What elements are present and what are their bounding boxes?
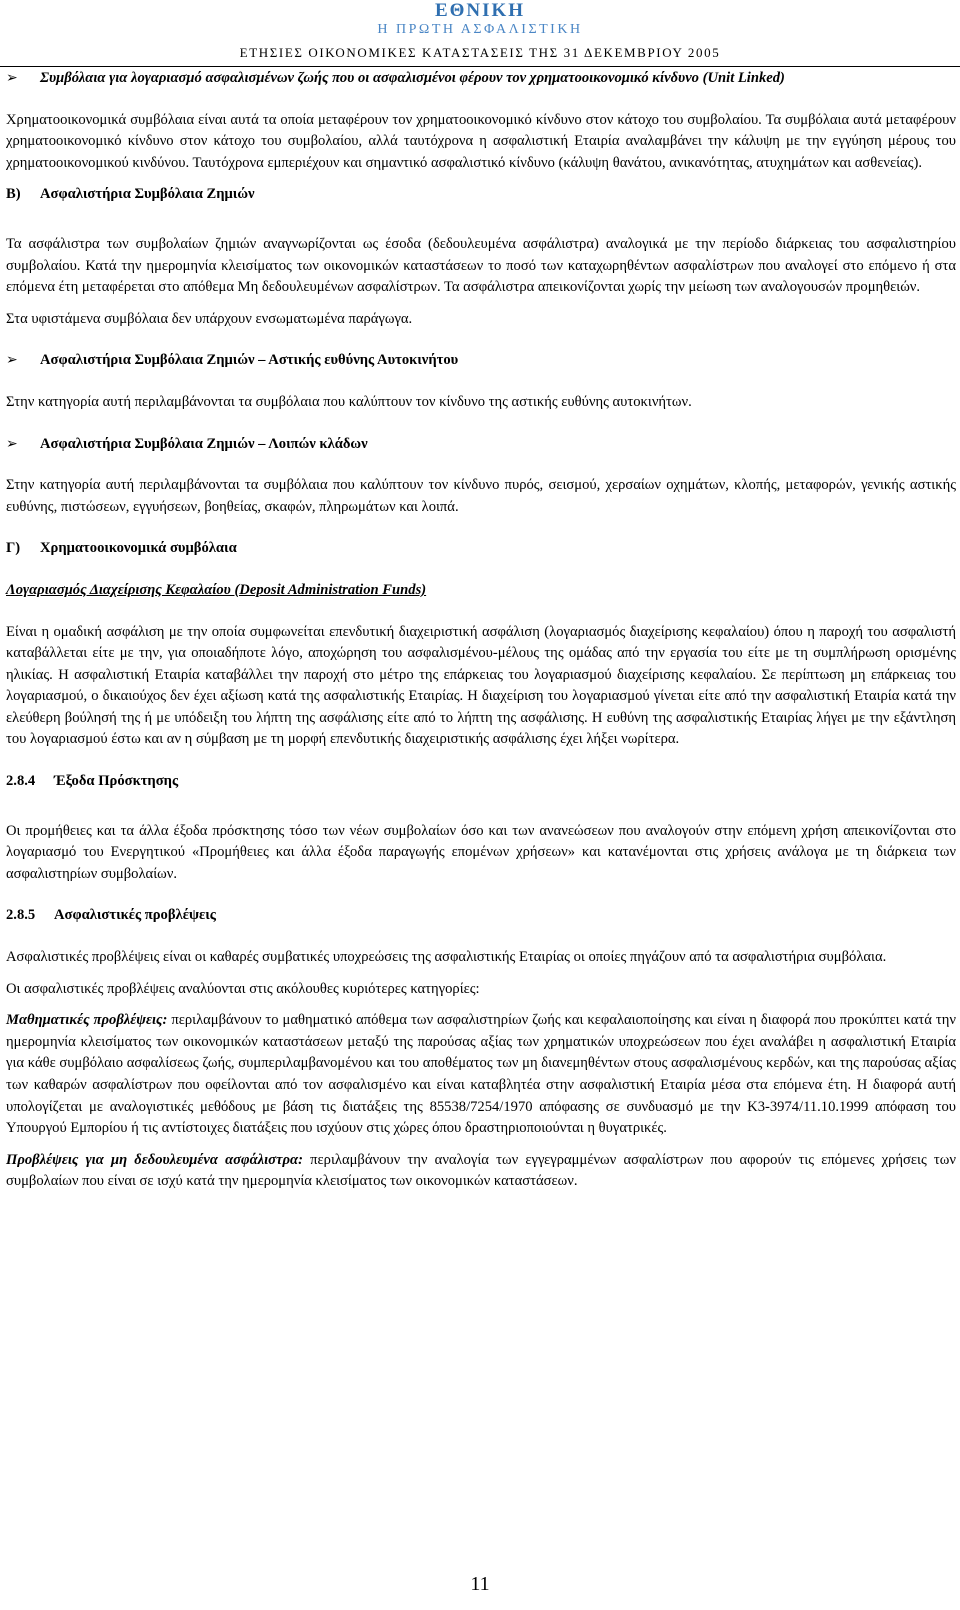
- math-provisions-text: περιλαμβάνουν το μαθηματικό απόθεμα των ασφαλιστηρίων ζωής και κεφαλαιοποίησης και είναι η διαφορά που προκύπτει κατά την ημερομηνία κλεισίματος των οικονομικών καταστάσεων μεταξύ της παρούσας αξίας των χρηματικών υποχρεώσεων που έχει αναλάβει η ασφαλιστική Εταιρία για κάθε συμβόλαιο ασφαλίσεως ζωής, συμπεριλαμβανομένου και του αποθέματος των μη διανεμηθέντων στους ασφαλισμένους κερδών, και της παρούσας αξίας των καθαρών ασφαλίστρων που οφείλονται από τον ασφαλισμένο και είναι καταβλητέα στην ασφαλιστική Εταιρία μέσα στα επόμενα έτη. Η διαφορά αυτή υπολογίζεται με αναλογιστικές μεθόδους με βάση τις διατάξεις της 85538/7254/1970 απόφασης σε συνδυασμό με την Κ3-3974/11.10.1999 απόφαση του Υπουργού Εμπορίου ή τις αντίστοιχες διατάξεις που ισχύουν στις χώρες όπου δραστηριοποιούνται η θυγατρικές.: [6, 1012, 956, 1137]
- document-title: ΕΤΗΣΙΕΣ ΟΙΚΟΝΟΜΙΚΕΣ ΚΑΤΑΣΤΑΣΕΙΣ ΤΗΣ 31 ΔΕΚΕΜΒΡΙΟΥ 2005: [239, 45, 721, 60]
- deposit-admin-paragraph: Είναι η ομαδική ασφάλιση με την οποία συμφωνείται επενδυτική διαχειριστική ασφάλιση (λογαριασμός διαχείρισης κεφαλαίου) όπου η παροχή του ασφαλιστή καταβάλλεται είτε με την, για οποιαδήποτε λόγο, αποχώρηση του ασφαλισμένου-μέλους της ομάδας από την εργασία του είτε με τη συμπλήρωση ορισμένης ηλικίας. Η ασφαλιστική Εταιρία καταβάλλει την παροχή στο μέτρο της επάρκειας του λογαριασμού διαχείρισης κεφαλαίου. Σε περίπτωση μη επάρκειας του λογαριασμού, ο δικαιούχος δεν έχει αξίωση κατά της ασφαλιστικής Εταιρίας. Η διαχείριση του λογαριασμού γίνεται είτε από την ασφαλιστική Εταιρία κατά την ελεύθερη βούλησή της ή με υπόδειξη του λήπτη της ασφάλισης είτε από το λήπτη της ασφάλισης. Η ευθύνη της ασφαλιστικής Εταιρίας λήγει με την εξάντληση του λογαριασμού έστω και αν η σύμβαση με τη μορφή επενδυτικής διαχειριστικής ασφάλισης έχει λήξει νωρίτερα.: [6, 623, 956, 748]
- unearned-provisions-label: Προβλέψεις για μη δεδουλευμένα ασφάλιστρα:: [6, 1151, 303, 1168]
- section-284-number: 2.8.4: [6, 773, 36, 790]
- section-285-heading: [6, 905, 956, 927]
- section-c-heading: [6, 538, 956, 560]
- brand-tagline: Η ΠΡΩΤΗ ΑΣΦΑΛΙΣΤΙΚΗ: [377, 22, 583, 37]
- section-c-title: Χρηματοοικονομικά συμβόλαια: [40, 540, 237, 557]
- unit-linked-heading: [6, 68, 956, 90]
- arrow-bullet-icon: ➢: [6, 435, 18, 452]
- section-284-heading: [6, 771, 956, 793]
- unearned-provisions-paragraph: [6, 1150, 956, 1193]
- section-285-title: Ασφαλιστικές προβλέψεις: [54, 907, 216, 924]
- section-b-paragraph-2: Στα υφιστάμενα συμβόλαια δεν υπάρχουν ενσωματωμένα παράγωγα.: [6, 310, 413, 327]
- section-284-paragraph: Οι προμήθειες και τα άλλα έξοδα πρόσκτησης τόσο των νέων συμβολαίων όσο και των ανανεώσεων που αναλογούν στην επόμενη χρήση απεικονίζονται στο λογαριασμό του Ενεργητικού «Προμήθειες και άλλα έξοδα παραγωγής επομένων χρήσεων» και κατανέμονται στις χρήσεις ανάλογα με τη διάρκεια των ασφαλιστηρίων συμβολαίων.: [6, 822, 956, 882]
- motor-heading: [6, 350, 956, 372]
- section-b-paragraph-1: Τα ασφάλιστρα των συμβολαίων ζημιών αναγνωρίζονται ως έσοδα (δεδουλευμένα ασφάλιστρα) αναλογικά με την περίοδο διάρκειας του ασφαλιστηρίου συμβολαίου. Κατά την ημερομηνία κλεισίματος των οικονομικών καταστάσεων το ποσό των καταχωρηθέντων ασφαλίστρων που αναλογεί στο επόμενο ή στα επόμενα έτη μεταφέρεται στο απόθεμα Μη δεδουλευμένων ασφαλίστρων. Τα ασφάλιστρα απεικονίζονται χωρίς την μείωση των αναλογουσών προμηθειών.: [6, 235, 956, 296]
- other-lines-heading: [6, 434, 956, 456]
- math-provisions-paragraph: [6, 1010, 956, 1140]
- section-b-title: Ασφαλιστήρια Συμβόλαια Ζημιών: [40, 186, 255, 203]
- motor-title: Ασφαλιστήρια Συμβόλαια Ζημιών – Αστικής ευθύνης Αυτοκινήτου: [40, 352, 459, 369]
- section-b-number: Β): [6, 186, 21, 203]
- math-provisions-label: Μαθηματικές προβλέψεις:: [6, 1012, 168, 1029]
- section-284-title: Έξοδα Πρόσκτησης: [54, 773, 179, 790]
- arrow-bullet-icon: ➢: [6, 352, 18, 369]
- brand-name: ΕΘΝΙΚΗ: [434, 0, 526, 21]
- page-header: [0, 0, 960, 59]
- other-lines-paragraph: Στην κατηγορία αυτή περιλαμβάνονται τα συμβόλαια που καλύπτουν τον κίνδυνο πυρός, σεισμού, χερσαίων οχημάτων, κλοπής, μεταφορών, γενικής αστικής ευθύνης, πιστώσεων, εγγυήσεων, βοηθείας, σκαφών, πληρωμάτων και λοιπά.: [6, 477, 956, 515]
- unit-linked-title: Συμβόλαια για λογαριασμό ασφαλισμένων ζωής που οι ασφαλισμένοι φέρουν τον χρηματοοικονομικό κίνδυνο (Unit Linked): [40, 70, 785, 86]
- section-285-number: 2.8.5: [6, 907, 36, 924]
- header-divider: [0, 66, 960, 67]
- unit-linked-paragraph: Χρηματοοικονομικά συμβόλαια είναι αυτά τα οποία μεταφέρουν τον χρηματοοικονομικό κίνδυνο στον κάτοχο του συμβολαίου. Τα συμβόλαια αυτά μεταφέρουν χρηματοοικονομικό κίνδυνο στον κάτοχο του συμβολαίου, αλλά ταυτόχρονα η ασφαλιστική Εταιρία αναλαμβάνει την κάλυψη με την εγγύηση μέρους του χρηματοοικονομικού κινδύνου. Ταυτόχρονα εμπεριέχουν και σημαντικό ασφαλιστικό κίνδυνο (κάλυψη θανάτου, ανικανότητας, ατυχημάτων και ασθενείας).: [6, 111, 956, 171]
- page-body: [6, 68, 956, 1193]
- other-lines-title: Ασφαλιστήρια Συμβόλαια Ζημιών – Λοιπών κλάδων: [40, 435, 368, 452]
- page-number: 11: [470, 1573, 490, 1595]
- section-b-heading: [6, 184, 956, 206]
- section-c-number: Γ): [6, 540, 21, 557]
- deposit-admin-subtitle: Λογαριασμός Διαχείρισης Κεφαλαίου (Deposit Administration Funds): [6, 581, 427, 598]
- motor-paragraph: Στην κατηγορία αυτή περιλαμβάνονται τα συμβόλαια που καλύπτουν τον κίνδυνο της αστικής ευθύνης αυτοκινήτων.: [6, 393, 692, 410]
- section-285-paragraph-1: Ασφαλιστικές προβλέψεις είναι οι καθαρές συμβατικές υποχρεώσεις της ασφαλιστικής Εταιρίας οι οποίες πηγάζουν από τα ασφαλιστήρια συμβόλαια.: [6, 949, 887, 966]
- section-285-paragraph-2: Οι ασφαλιστικές προβλέψεις αναλύονται στις ακόλουθες κυριότερες κατηγορίες:: [6, 980, 480, 997]
- arrow-bullet-icon: ➢: [6, 70, 18, 86]
- unearned-provisions-text: περιλαμβάνουν την αναλογία των εγγεγραμμένων ασφαλίστρων που αφορούν τις επόμενες χρήσεις των συμβολαίων που είναι σε ισχύ κατά την ημερομηνία κλεισίματος των οικονομικών καταστάσεων.: [6, 1151, 956, 1190]
